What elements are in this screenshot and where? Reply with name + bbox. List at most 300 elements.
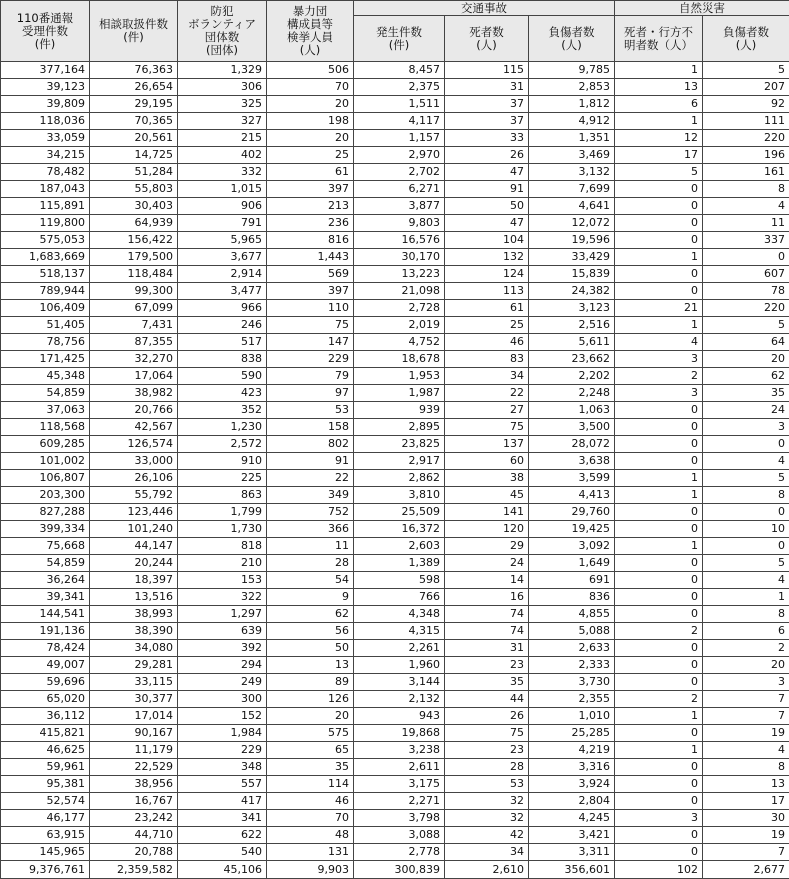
cell-gang-arrests: 53	[267, 402, 354, 419]
cell-consultations: 34,080	[90, 640, 178, 657]
cell-traffic-occurrences: 3,175	[354, 776, 445, 793]
cell-traffic-injuries: 19,596	[529, 232, 615, 249]
cell-gang-arrests: 62	[267, 606, 354, 623]
cell-calls-110: 51,405	[1, 317, 90, 334]
cell-disaster-injuries: 5	[703, 470, 789, 487]
cell-gang-arrests: 131	[267, 844, 354, 861]
cell-traffic-deaths: 83	[445, 351, 529, 368]
cell-crime-prevention-groups: 306	[178, 79, 267, 96]
cell-crime-prevention-groups: 2,572	[178, 436, 267, 453]
cell-traffic-deaths: 35	[445, 674, 529, 691]
cell-traffic-injuries: 2,248	[529, 385, 615, 402]
cell-disaster-injuries: 20	[703, 657, 789, 674]
cell-disaster-injuries: 3	[703, 674, 789, 691]
cell-traffic-deaths: 16	[445, 589, 529, 606]
cell-disaster-injuries: 1	[703, 589, 789, 606]
cell-crime-prevention-groups: 225	[178, 470, 267, 487]
cell-calls-110: 115,891	[1, 198, 90, 215]
cell-calls-110: 37,063	[1, 402, 90, 419]
cell-crime-prevention-groups: 1,297	[178, 606, 267, 623]
cell-disaster-injuries: 20	[703, 351, 789, 368]
cell-traffic-occurrences: 2,611	[354, 759, 445, 776]
cell-calls-110: 518,137	[1, 266, 90, 283]
cell-consultations: 23,242	[90, 810, 178, 827]
cell-disaster-injuries: 607	[703, 266, 789, 283]
cell-crime-prevention-groups: 3,677	[178, 249, 267, 266]
table-row	[1, 351, 789, 368]
table-row	[1, 759, 789, 776]
cell-traffic-deaths: 44	[445, 691, 529, 708]
cell-traffic-occurrences: 23,825	[354, 436, 445, 453]
cell-traffic-injuries: 4,245	[529, 810, 615, 827]
cell-consultations: 17,064	[90, 368, 178, 385]
cell-gang-arrests: 35	[267, 759, 354, 776]
cell-disaster-dead-missing: 1	[615, 317, 703, 334]
header-consultations-line1: 相談取扱件数	[92, 18, 175, 31]
cell-gang-arrests: 75	[267, 317, 354, 334]
cell-gang-arrests: 20	[267, 130, 354, 147]
cell-traffic-injuries: 4,413	[529, 487, 615, 504]
cell-disaster-dead-missing: 2	[615, 368, 703, 385]
table-row	[1, 249, 789, 266]
cell-consultations: 20,244	[90, 555, 178, 572]
cell-gang-arrests: 28	[267, 555, 354, 572]
total-calls-110: 9,376,761	[1, 861, 90, 879]
cell-disaster-injuries: 30	[703, 810, 789, 827]
table-row	[1, 844, 789, 861]
cell-traffic-deaths: 91	[445, 181, 529, 198]
cell-traffic-occurrences: 8,457	[354, 62, 445, 79]
cell-traffic-injuries: 19,425	[529, 521, 615, 538]
cell-crime-prevention-groups: 557	[178, 776, 267, 793]
cell-calls-110: 1,683,669	[1, 249, 90, 266]
cell-crime-prevention-groups: 327	[178, 113, 267, 130]
cell-gang-arrests: 816	[267, 232, 354, 249]
table-row	[1, 691, 789, 708]
cell-disaster-dead-missing: 1	[615, 62, 703, 79]
header-crime-prevention-line1: 防犯	[180, 5, 264, 18]
cell-traffic-occurrences: 1,389	[354, 555, 445, 572]
cell-traffic-deaths: 50	[445, 198, 529, 215]
cell-gang-arrests: 147	[267, 334, 354, 351]
cell-consultations: 87,355	[90, 334, 178, 351]
cell-disaster-injuries: 8	[703, 759, 789, 776]
cell-disaster-dead-missing: 21	[615, 300, 703, 317]
header-gang-unit: (人)	[269, 44, 351, 57]
cell-traffic-occurrences: 3,144	[354, 674, 445, 691]
cell-traffic-deaths: 115	[445, 62, 529, 79]
total-consultations: 2,359,582	[90, 861, 178, 879]
cell-gang-arrests: 802	[267, 436, 354, 453]
cell-disaster-dead-missing: 2	[615, 623, 703, 640]
header-traffic-occurrences-line1: 発生件数	[356, 26, 442, 39]
cell-consultations: 14,725	[90, 147, 178, 164]
cell-traffic-occurrences: 3,238	[354, 742, 445, 759]
cell-consultations: 20,788	[90, 844, 178, 861]
cell-consultations: 70,365	[90, 113, 178, 130]
table-row	[1, 708, 789, 725]
cell-gang-arrests: 397	[267, 181, 354, 198]
cell-crime-prevention-groups: 966	[178, 300, 267, 317]
cell-gang-arrests: 569	[267, 266, 354, 283]
cell-traffic-injuries: 3,311	[529, 844, 615, 861]
cell-gang-arrests: 70	[267, 810, 354, 827]
cell-gang-arrests: 25	[267, 147, 354, 164]
cell-traffic-injuries: 3,092	[529, 538, 615, 555]
total-traffic-occurrences: 300,839	[354, 861, 445, 879]
cell-consultations: 33,115	[90, 674, 178, 691]
header-crime-prevention-line2: ボランティア	[180, 18, 264, 31]
cell-traffic-occurrences: 2,970	[354, 147, 445, 164]
cell-disaster-injuries: 0	[703, 538, 789, 555]
cell-crime-prevention-groups: 325	[178, 96, 267, 113]
cell-traffic-occurrences: 2,917	[354, 453, 445, 470]
header-consultations	[90, 1, 178, 62]
cell-calls-110: 78,482	[1, 164, 90, 181]
cell-traffic-occurrences: 13,223	[354, 266, 445, 283]
table-row	[1, 810, 789, 827]
table-row	[1, 419, 789, 436]
cell-disaster-dead-missing: 0	[615, 589, 703, 606]
cell-calls-110: 187,043	[1, 181, 90, 198]
cell-traffic-injuries: 2,853	[529, 79, 615, 96]
cell-traffic-occurrences: 1,953	[354, 368, 445, 385]
cell-crime-prevention-groups: 622	[178, 827, 267, 844]
cell-crime-prevention-groups: 229	[178, 742, 267, 759]
cell-crime-prevention-groups: 352	[178, 402, 267, 419]
header-disaster-injuries-line1: 負傷者数	[705, 26, 787, 39]
cell-traffic-injuries: 2,202	[529, 368, 615, 385]
cell-calls-110: 203,300	[1, 487, 90, 504]
cell-traffic-injuries: 4,219	[529, 742, 615, 759]
cell-disaster-injuries: 4	[703, 742, 789, 759]
cell-calls-110: 45,348	[1, 368, 90, 385]
cell-gang-arrests: 54	[267, 572, 354, 589]
cell-calls-110: 191,136	[1, 623, 90, 640]
cell-disaster-injuries: 62	[703, 368, 789, 385]
cell-disaster-dead-missing: 1	[615, 249, 703, 266]
cell-consultations: 38,982	[90, 385, 178, 402]
cell-gang-arrests: 397	[267, 283, 354, 300]
cell-disaster-dead-missing: 0	[615, 198, 703, 215]
cell-disaster-dead-missing: 1	[615, 708, 703, 725]
table-row	[1, 215, 789, 232]
cell-traffic-deaths: 34	[445, 368, 529, 385]
cell-disaster-dead-missing: 0	[615, 436, 703, 453]
cell-traffic-deaths: 28	[445, 759, 529, 776]
header-traffic-deaths	[445, 16, 529, 62]
header-disaster-dead-line2: 明者数（人）	[617, 39, 700, 52]
cell-traffic-deaths: 61	[445, 300, 529, 317]
cell-traffic-deaths: 27	[445, 402, 529, 419]
cell-consultations: 20,561	[90, 130, 178, 147]
table-row	[1, 640, 789, 657]
header-disaster-injuries-unit: (人)	[705, 39, 787, 52]
cell-traffic-occurrences: 943	[354, 708, 445, 725]
cell-traffic-injuries: 3,924	[529, 776, 615, 793]
cell-traffic-deaths: 137	[445, 436, 529, 453]
cell-traffic-occurrences: 2,895	[354, 419, 445, 436]
cell-consultations: 42,567	[90, 419, 178, 436]
header-traffic-injuries-unit: (人)	[531, 39, 612, 52]
cell-crime-prevention-groups: 1,230	[178, 419, 267, 436]
header-gang-line1: 暴力団	[269, 5, 351, 18]
header-gang-line3: 検挙人員	[269, 31, 351, 44]
cell-gang-arrests: 198	[267, 113, 354, 130]
cell-calls-110: 118,568	[1, 419, 90, 436]
cell-crime-prevention-groups: 348	[178, 759, 267, 776]
table-row	[1, 657, 789, 674]
header-group-traffic-accidents: 交通事故	[354, 1, 615, 16]
cell-crime-prevention-groups: 1,015	[178, 181, 267, 198]
cell-crime-prevention-groups: 332	[178, 164, 267, 181]
cell-calls-110: 39,809	[1, 96, 90, 113]
cell-traffic-injuries: 15,839	[529, 266, 615, 283]
header-crime-prevention-groups	[178, 1, 267, 62]
cell-traffic-deaths: 141	[445, 504, 529, 521]
cell-consultations: 118,484	[90, 266, 178, 283]
cell-gang-arrests: 575	[267, 725, 354, 742]
cell-traffic-deaths: 22	[445, 385, 529, 402]
cell-disaster-injuries: 5	[703, 555, 789, 572]
cell-calls-110: 54,859	[1, 385, 90, 402]
cell-disaster-injuries: 10	[703, 521, 789, 538]
cell-disaster-injuries: 220	[703, 130, 789, 147]
cell-consultations: 156,422	[90, 232, 178, 249]
cell-consultations: 76,363	[90, 62, 178, 79]
cell-traffic-injuries: 691	[529, 572, 615, 589]
cell-calls-110: 78,756	[1, 334, 90, 351]
cell-traffic-injuries: 9,785	[529, 62, 615, 79]
cell-gang-arrests: 97	[267, 385, 354, 402]
cell-traffic-injuries: 29,760	[529, 504, 615, 521]
table-row	[1, 487, 789, 504]
cell-calls-110: 46,177	[1, 810, 90, 827]
cell-traffic-occurrences: 1,511	[354, 96, 445, 113]
cell-disaster-dead-missing: 0	[615, 232, 703, 249]
cell-calls-110: 145,965	[1, 844, 90, 861]
cell-calls-110: 54,859	[1, 555, 90, 572]
cell-disaster-injuries: 2	[703, 640, 789, 657]
total-traffic-deaths: 2,610	[445, 861, 529, 879]
cell-traffic-occurrences: 9,803	[354, 215, 445, 232]
cell-consultations: 44,147	[90, 538, 178, 555]
total-disaster-dead-missing: 102	[615, 861, 703, 879]
cell-traffic-occurrences: 2,261	[354, 640, 445, 657]
table-row	[1, 776, 789, 793]
cell-disaster-dead-missing: 1	[615, 487, 703, 504]
cell-disaster-dead-missing: 3	[615, 351, 703, 368]
table-row	[1, 623, 789, 640]
cell-disaster-dead-missing: 6	[615, 96, 703, 113]
cell-crime-prevention-groups: 1,730	[178, 521, 267, 538]
cell-traffic-occurrences: 2,271	[354, 793, 445, 810]
table-row	[1, 606, 789, 623]
cell-calls-110: 789,944	[1, 283, 90, 300]
header-traffic-deaths-line1: 死者数	[447, 26, 526, 39]
cell-calls-110: 63,915	[1, 827, 90, 844]
cell-calls-110: 171,425	[1, 351, 90, 368]
cell-disaster-injuries: 11	[703, 215, 789, 232]
cell-traffic-occurrences: 2,702	[354, 164, 445, 181]
cell-calls-110: 59,696	[1, 674, 90, 691]
cell-consultations: 30,403	[90, 198, 178, 215]
cell-calls-110: 49,007	[1, 657, 90, 674]
header-crime-prevention-line3: 団体数	[180, 31, 264, 44]
cell-traffic-occurrences: 2,603	[354, 538, 445, 555]
cell-traffic-injuries: 4,641	[529, 198, 615, 215]
table-row	[1, 317, 789, 334]
cell-traffic-occurrences: 21,098	[354, 283, 445, 300]
cell-crime-prevention-groups: 5,965	[178, 232, 267, 249]
cell-calls-110: 33,059	[1, 130, 90, 147]
cell-crime-prevention-groups: 1,799	[178, 504, 267, 521]
cell-traffic-deaths: 74	[445, 623, 529, 640]
cell-disaster-injuries: 35	[703, 385, 789, 402]
cell-traffic-occurrences: 6,271	[354, 181, 445, 198]
cell-gang-arrests: 89	[267, 674, 354, 691]
cell-traffic-injuries: 2,355	[529, 691, 615, 708]
cell-crime-prevention-groups: 152	[178, 708, 267, 725]
table-row	[1, 300, 789, 317]
cell-disaster-injuries: 220	[703, 300, 789, 317]
cell-traffic-deaths: 47	[445, 164, 529, 181]
cell-consultations: 26,654	[90, 79, 178, 96]
cell-gang-arrests: 229	[267, 351, 354, 368]
cell-disaster-dead-missing: 5	[615, 164, 703, 181]
cell-disaster-dead-missing: 0	[615, 215, 703, 232]
cell-calls-110: 144,541	[1, 606, 90, 623]
cell-traffic-injuries: 2,633	[529, 640, 615, 657]
cell-traffic-injuries: 5,088	[529, 623, 615, 640]
cell-gang-arrests: 114	[267, 776, 354, 793]
table-row	[1, 674, 789, 691]
cell-consultations: 44,710	[90, 827, 178, 844]
header-group-natural-disasters: 自然災害	[615, 1, 789, 16]
cell-disaster-injuries: 8	[703, 181, 789, 198]
cell-traffic-occurrences: 18,678	[354, 351, 445, 368]
cell-traffic-occurrences: 4,117	[354, 113, 445, 130]
cell-crime-prevention-groups: 906	[178, 198, 267, 215]
table-row	[1, 827, 789, 844]
table-row	[1, 742, 789, 759]
cell-traffic-occurrences: 1,157	[354, 130, 445, 147]
cell-crime-prevention-groups: 392	[178, 640, 267, 657]
cell-gang-arrests: 61	[267, 164, 354, 181]
cell-traffic-deaths: 31	[445, 640, 529, 657]
cell-crime-prevention-groups: 294	[178, 657, 267, 674]
cell-traffic-occurrences: 4,315	[354, 623, 445, 640]
cell-disaster-dead-missing: 0	[615, 725, 703, 742]
cell-traffic-deaths: 124	[445, 266, 529, 283]
cell-disaster-dead-missing: 12	[615, 130, 703, 147]
cell-disaster-dead-missing: 1	[615, 538, 703, 555]
cell-traffic-injuries: 23,662	[529, 351, 615, 368]
cell-disaster-dead-missing: 0	[615, 181, 703, 198]
cell-crime-prevention-groups: 2,914	[178, 266, 267, 283]
cell-disaster-injuries: 17	[703, 793, 789, 810]
cell-disaster-injuries: 3	[703, 419, 789, 436]
cell-traffic-deaths: 26	[445, 708, 529, 725]
cell-calls-110: 46,625	[1, 742, 90, 759]
cell-calls-110: 399,334	[1, 521, 90, 538]
cell-disaster-injuries: 8	[703, 606, 789, 623]
cell-disaster-dead-missing: 17	[615, 147, 703, 164]
cell-traffic-occurrences: 4,752	[354, 334, 445, 351]
cell-traffic-deaths: 34	[445, 844, 529, 861]
cell-crime-prevention-groups: 639	[178, 623, 267, 640]
cell-gang-arrests: 20	[267, 96, 354, 113]
total-gang-arrests: 9,903	[267, 861, 354, 879]
cell-gang-arrests: 11	[267, 538, 354, 555]
cell-gang-arrests: 46	[267, 793, 354, 810]
cell-gang-arrests: 50	[267, 640, 354, 657]
cell-calls-110: 34,215	[1, 147, 90, 164]
cell-disaster-dead-missing: 0	[615, 759, 703, 776]
cell-gang-arrests: 213	[267, 198, 354, 215]
cell-crime-prevention-groups: 300	[178, 691, 267, 708]
cell-crime-prevention-groups: 153	[178, 572, 267, 589]
cell-disaster-dead-missing: 0	[615, 776, 703, 793]
cell-traffic-injuries: 3,421	[529, 827, 615, 844]
cell-disaster-injuries: 161	[703, 164, 789, 181]
cell-traffic-deaths: 53	[445, 776, 529, 793]
cell-disaster-injuries: 0	[703, 504, 789, 521]
cell-traffic-deaths: 37	[445, 113, 529, 130]
cell-traffic-deaths: 74	[445, 606, 529, 623]
cell-crime-prevention-groups: 791	[178, 215, 267, 232]
cell-traffic-deaths: 38	[445, 470, 529, 487]
header-110-calls-line2: 受理件数	[3, 25, 87, 38]
cell-consultations: 26,106	[90, 470, 178, 487]
table-row	[1, 538, 789, 555]
cell-consultations: 20,766	[90, 402, 178, 419]
cell-traffic-occurrences: 2,375	[354, 79, 445, 96]
table-row	[1, 181, 789, 198]
cell-disaster-injuries: 5	[703, 317, 789, 334]
cell-disaster-injuries: 337	[703, 232, 789, 249]
cell-traffic-injuries: 3,500	[529, 419, 615, 436]
cell-traffic-injuries: 7,699	[529, 181, 615, 198]
cell-consultations: 16,767	[90, 793, 178, 810]
header-disaster-dead-missing	[615, 16, 703, 62]
cell-consultations: 17,014	[90, 708, 178, 725]
cell-traffic-deaths: 26	[445, 147, 529, 164]
cell-crime-prevention-groups: 322	[178, 589, 267, 606]
cell-disaster-injuries: 5	[703, 62, 789, 79]
cell-disaster-injuries: 0	[703, 436, 789, 453]
cell-consultations: 101,240	[90, 521, 178, 538]
cell-traffic-occurrences: 2,778	[354, 844, 445, 861]
cell-traffic-injuries: 3,123	[529, 300, 615, 317]
table-row	[1, 79, 789, 96]
cell-crime-prevention-groups: 341	[178, 810, 267, 827]
cell-traffic-occurrences: 3,877	[354, 198, 445, 215]
cell-traffic-deaths: 25	[445, 317, 529, 334]
cell-disaster-dead-missing: 0	[615, 606, 703, 623]
cell-disaster-injuries: 19	[703, 725, 789, 742]
table-row	[1, 96, 789, 113]
cell-crime-prevention-groups: 3,477	[178, 283, 267, 300]
cell-traffic-injuries: 33,429	[529, 249, 615, 266]
cell-disaster-dead-missing: 1	[615, 470, 703, 487]
table-row	[1, 113, 789, 130]
cell-disaster-injuries: 78	[703, 283, 789, 300]
cell-traffic-occurrences: 1,960	[354, 657, 445, 674]
cell-traffic-deaths: 120	[445, 521, 529, 538]
cell-disaster-injuries: 4	[703, 198, 789, 215]
table-row	[1, 725, 789, 742]
